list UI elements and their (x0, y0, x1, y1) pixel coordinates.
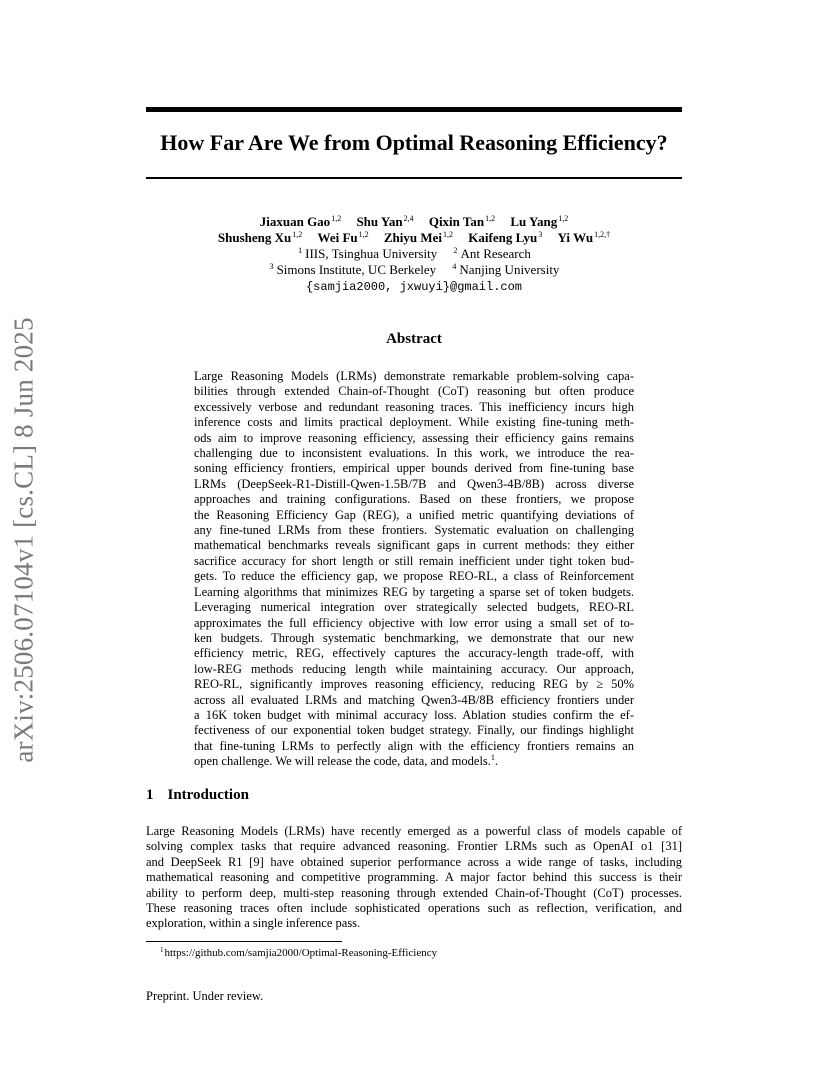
abstract-line: mathematical benchmarks reveals significant gaps in current methods: they either (194, 538, 634, 553)
abstract-heading: Abstract (386, 331, 442, 347)
abstract-line: across all evaluated LRMs and matching Qwen3-4B/8B efficiency frontiers under (194, 692, 634, 707)
abstract-line: Leveraging numerical integration over strategically selected budgets, REO-RL (194, 600, 634, 615)
section-number: 1 (146, 787, 154, 803)
title-top-rule (146, 107, 682, 112)
abstract-line: Large Reasoning Models (LRMs) demonstrate remarkable problem-solving capa- (194, 369, 634, 383)
intro-line: exploration, within a single inference pass. (146, 916, 361, 931)
abstract-line: the Reasoning Efficiency Gap (REG), a unified metric quantifying deviations of (194, 507, 634, 522)
footnote (160, 946, 437, 960)
abstract-line: REO-RL, significantly improves reasoning efficiency, reducing REG by ≥ 50% (194, 677, 634, 692)
title-bottom-rule (146, 177, 682, 179)
abstract-line: inference costs and limits practical deployment. While existing fine-tuning meth- (194, 415, 634, 430)
intro-line: These reasoning traces often include sophisticated operations such as reflection, verification, and (146, 901, 682, 916)
intro-line: ability to perform deep, multi-step reasoning through extended Chain-of-Thought (CoT) processes. (146, 885, 682, 900)
abstract-line: fectiveness of our exponential token budget strategy. Finally, our findings highlight (194, 723, 634, 738)
footnote-link[interactable]: https://github.com/samjia2000/Optimal-Reasoning-Efficiency (164, 947, 438, 959)
section-heading (146, 787, 249, 804)
abstract-line: challenging due to inconsistent evaluations. In this work, we introduce the rea- (194, 446, 634, 461)
author: Shusheng Xu$^{1,2}$ (217, 230, 303, 245)
affiliation-row (146, 262, 682, 278)
abstract-line: a 16K token budget with minimal accuracy loss. Ablation studies confirm the ef- (194, 707, 634, 722)
abstract-line: LRMs (DeepSeek-R1-Distill-Qwen-1.5B/7B and Qwen3-4B/8B) across diverse (194, 476, 634, 491)
intro-line: Large Reasoning Models (LRMs) have recently emerged as a powerful class of models capable of (146, 824, 682, 838)
abstract-line: low-REG methods reducing length while maintaining accuracy. Our approach, (194, 661, 634, 676)
arxiv-identifier[interactable]: arXiv:2506.07104v1 [cs.CL] 8 Jun 2025 (8, 317, 39, 763)
intro-line: mathematical reasoning and competitive programming. A major factor behind this success is their (146, 870, 682, 885)
abstract-line: that fine-tuning LRMs to perfectly align with the efficiency frontiers remains an (194, 738, 634, 753)
paper-title: How Far Are We from Optimal Reasoning Efficiency? (160, 130, 668, 155)
author: Jiaxuan Gao$^{1,2}$ (259, 214, 342, 229)
abstract-line: Learning algorithms that minimizes REG by targeting a sparse set of token budgets. (194, 584, 634, 599)
intro-line: solving complex tasks that require advanced reasoning. Frontier LRMs such as OpenAI o1 [31] (146, 839, 682, 854)
abstract-line: ken budgets. Through systematic benchmarking, we demonstrate that our new (194, 630, 634, 645)
abstract-line: gets. To reduce the efficiency gap, we propose REO-RL, a class of Reinforcement (194, 569, 634, 584)
intro-line: and DeepSeek R1 [9] have obtained superior performance across a wide range of tasks, including (146, 854, 682, 869)
footnote-rule (146, 941, 342, 942)
author-row (146, 214, 682, 230)
abstract-line: excessively verbose and redundant reasoning traces. This inefficiency incurs high (194, 399, 634, 414)
abstract-body (194, 369, 634, 770)
abstract-line: soning efficiency frontiers, empirical upper bounds derived from fine-tuning base (194, 461, 634, 476)
affiliation: $^4$ Nanjing University (452, 262, 560, 277)
introduction-body (146, 824, 682, 932)
author-block (146, 214, 682, 295)
section-title: Introduction (167, 787, 249, 803)
author-row (146, 230, 682, 246)
footnote-marker[interactable]: 1 (490, 753, 495, 763)
affiliation-row (146, 246, 682, 262)
contact-email[interactable]: {samjia2000, jxwuyi}@gmail.com (305, 280, 523, 294)
abstract-line-last: open challenge. We will release the code, data, and models.$^1$. (194, 753, 499, 769)
abstract-line: approximates the full efficiency objective with low error using a small set of to- (194, 615, 634, 630)
author: Qixin Tan$^{1,2}$ (428, 214, 496, 229)
affiliation: $^3$ Simons Institute, UC Berkeley (269, 262, 437, 277)
footnote-number: 1 (160, 946, 164, 954)
author: Kaifeng Lyu$^3$ (468, 230, 543, 245)
affiliation: $^2$ Ant Research (453, 246, 531, 261)
author: Zhiyu Mei$^{1,2}$ (383, 230, 454, 245)
abstract-line: ods aim to improve reasoning efficiency, assessing their efficiency gains remains (194, 430, 634, 445)
abstract-line: efficiency metric, REG, effectively captures the accuracy-length trade-off, with (194, 646, 634, 661)
email-row (146, 278, 682, 295)
author: Yi $Wu^{1,2,\dagger}$ (557, 230, 611, 245)
abstract-line: approaches and training configurations. Based on these frontiers, we propose (194, 492, 634, 507)
abstract-line: sacrifice accuracy for short length or still remain inefficient under tight token bud- (194, 553, 634, 568)
abstract-line: bilities through extended Chain-of-Thought (CoT) reasoning but often produce (194, 384, 634, 399)
affiliation: $^1$ IIIS, Tsinghua University (298, 246, 438, 261)
author: Shu Yan$^{2,4}$ (356, 214, 414, 229)
abstract-line: any fine-tuned LRMs from these frontiers. Systematic evaluation on challenging (194, 523, 634, 538)
author: Wei Fu$^{1,2}$ (317, 230, 369, 245)
preprint-note: Preprint. Under review. (146, 989, 264, 1003)
author: Lu Yang$^{1,2}$ (510, 214, 569, 229)
